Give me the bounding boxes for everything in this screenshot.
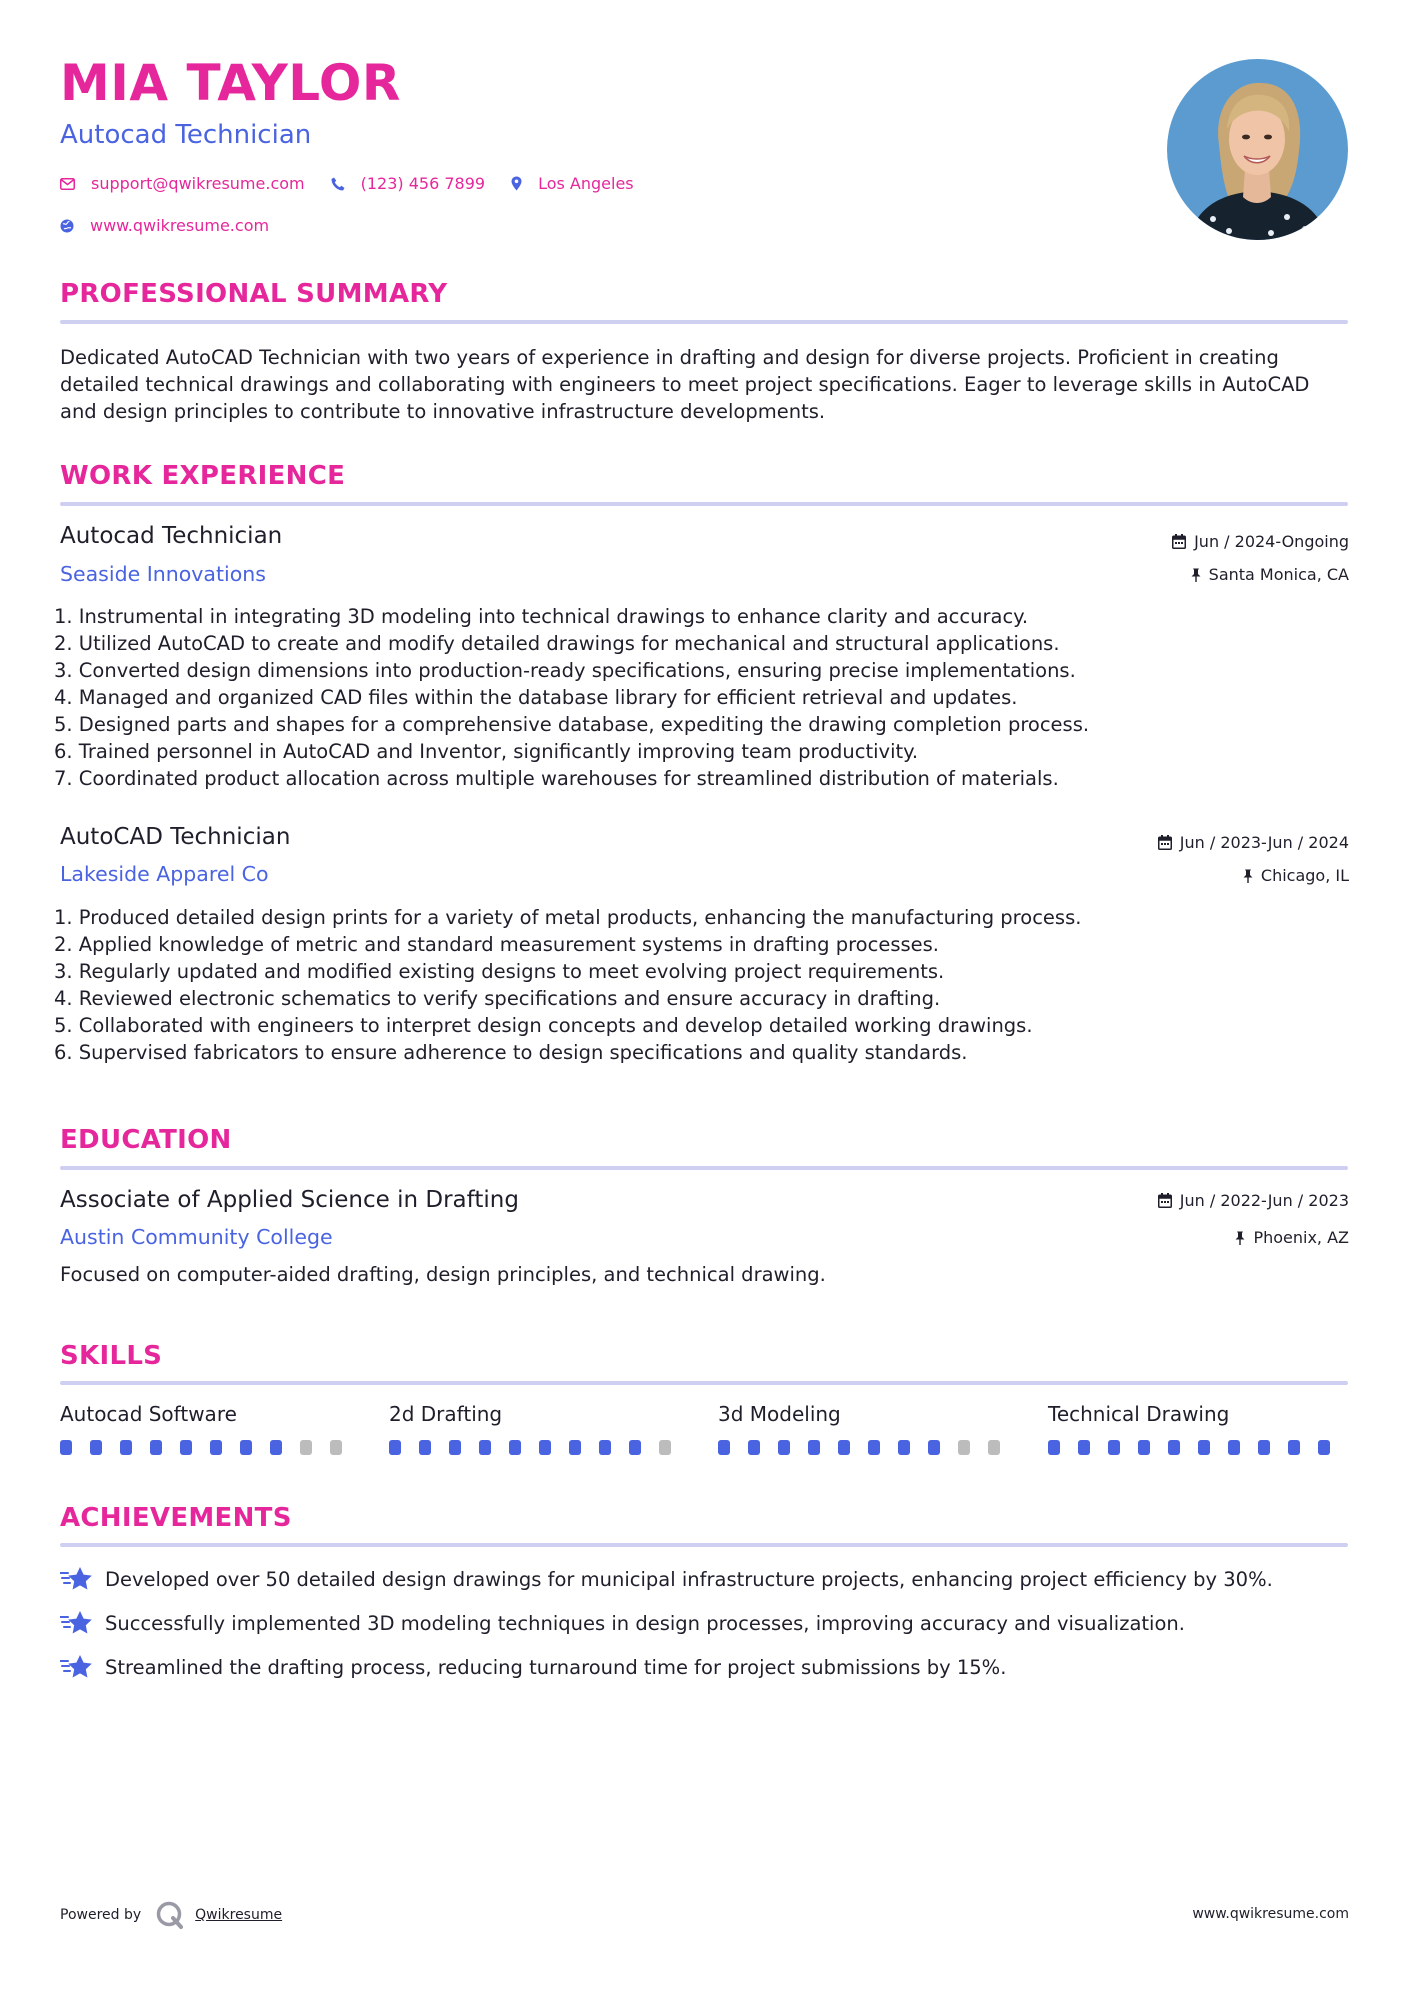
- skills-heading: SKILLS: [60, 1341, 163, 1371]
- achievements-heading: ACHIEVEMENTS: [60, 1503, 292, 1533]
- experience-heading: WORK EXPERIENCE: [60, 461, 346, 491]
- skill-dot-filled: [838, 1440, 850, 1455]
- dates-text: Jun / 2023-Jun / 2024: [1179, 833, 1349, 852]
- skill-name: Autocad Software: [60, 1402, 237, 1426]
- skill-dot-filled: [928, 1440, 940, 1455]
- email-text: support@qwikresume.com: [91, 174, 305, 193]
- skill-dot-filled: [748, 1440, 760, 1455]
- job-dates: [1158, 833, 1349, 852]
- skill-dot-filled: [808, 1440, 820, 1455]
- job-dates: [1172, 532, 1349, 551]
- location-text: Santa Monica, CA: [1208, 565, 1349, 584]
- skill-dot-filled: [1048, 1440, 1060, 1455]
- section-divider: [60, 1381, 1348, 1385]
- candidate-name: MIA TAYLOR: [60, 54, 401, 112]
- achievement-text: Developed over 50 detailed design drawings for municipal infrastructure projects, enhancing project efficiency by 30%.: [105, 1567, 1273, 1591]
- list-item: 1. Instrumental in integrating 3D modeling into technical drawings to enhance clarity and accuracy.: [54, 605, 1029, 628]
- website-text: www.qwikresume.com: [90, 216, 270, 235]
- globe-icon: [60, 219, 74, 233]
- skill-dot-filled: [569, 1440, 581, 1455]
- skill-item: [718, 1402, 1018, 1455]
- skill-dot-filled: [389, 1440, 401, 1455]
- skill-dot-filled: [599, 1440, 611, 1455]
- achievement-item: [60, 1566, 1273, 1592]
- skill-dot-filled: [120, 1440, 132, 1455]
- achievement-text: Successfully implemented 3D modeling techniques in design processes, improving accuracy and visualization.: [105, 1611, 1185, 1635]
- skill-dot-filled: [1138, 1440, 1150, 1455]
- skill-dot-filled: [1078, 1440, 1090, 1455]
- section-divider: [60, 320, 1348, 324]
- company-name: Seaside Innovations: [60, 562, 266, 586]
- skill-rating: [389, 1440, 689, 1455]
- skill-name: 2d Drafting: [389, 1402, 503, 1426]
- skill-dot-filled: [718, 1440, 730, 1455]
- pushpin-icon: [1235, 1231, 1245, 1245]
- location-text: Chicago, IL: [1260, 866, 1349, 885]
- degree-title: Associate of Applied Science in Drafting: [60, 1187, 519, 1213]
- profile-photo: [1167, 59, 1348, 240]
- calendar-icon: [1158, 835, 1172, 850]
- contact-row: [60, 174, 660, 193]
- skill-name: 3d Modeling: [718, 1402, 841, 1426]
- skill-dot-empty: [988, 1440, 1000, 1455]
- job-location: [1243, 866, 1349, 885]
- contact-location: [511, 174, 634, 193]
- skill-item: [389, 1402, 689, 1455]
- skill-rating: [718, 1440, 1018, 1455]
- skill-dot-filled: [509, 1440, 521, 1455]
- qwikresume-logo-icon: [155, 1900, 185, 1930]
- list-item: 1. Produced detailed design prints for a variety of metal products, enhancing the manufacturing process.: [54, 906, 1082, 929]
- skill-dot-filled: [240, 1440, 252, 1455]
- phone-text: (123) 456 7899: [360, 174, 486, 193]
- brand-link[interactable]: Qwikresume: [195, 1907, 283, 1923]
- skill-name: Technical Drawing: [1048, 1402, 1230, 1426]
- skill-dot-filled: [270, 1440, 282, 1455]
- skill-dot-filled: [449, 1440, 461, 1455]
- list-item: 6. Supervised fabricators to ensure adherence to design specifications and quality standards.: [54, 1041, 968, 1064]
- list-item: 4. Reviewed electronic schematics to verify specifications and ensure accuracy in drafting.: [54, 987, 941, 1010]
- pushpin-icon: [1243, 869, 1253, 883]
- list-item: 2. Utilized AutoCAD to create and modify detailed drawings for mechanical and structural applications.: [54, 632, 1060, 655]
- footer-website[interactable]: www.qwikresume.com: [1192, 1906, 1349, 1922]
- job-title: AutoCAD Technician: [60, 824, 291, 850]
- skill-dot-filled: [868, 1440, 880, 1455]
- star-icon: [60, 1654, 93, 1680]
- skill-dot-filled: [629, 1440, 641, 1455]
- list-item: 6. Trained personnel in AutoCAD and Inventor, significantly improving team productivity.: [54, 740, 919, 763]
- school-name: Austin Community College: [60, 1225, 333, 1249]
- skill-dot-empty: [300, 1440, 312, 1455]
- skill-rating: [1048, 1440, 1348, 1455]
- dates-text: Jun / 2024-Ongoing: [1194, 532, 1349, 551]
- skill-dot-empty: [958, 1440, 970, 1455]
- skill-dot-empty: [659, 1440, 671, 1455]
- skill-dot-filled: [180, 1440, 192, 1455]
- section-divider: [60, 1543, 1348, 1547]
- envelope-icon: [60, 178, 75, 190]
- summary-heading: PROFESSIONAL SUMMARY: [60, 279, 448, 309]
- summary-text: Dedicated AutoCAD Technician with two years of experience in drafting and design for diverse projects. Proficient in creating detailed technical drawings and collaborating with engineers to meet project specifications. Eager to leverage skills in AutoCAD and design principles to contribute to innovative infrastructure developments.: [60, 346, 1310, 423]
- contact-website[interactable]: [60, 216, 269, 235]
- dates-text: Jun / 2022-Jun / 2023: [1179, 1191, 1349, 1210]
- skill-dot-filled: [419, 1440, 431, 1455]
- skill-dot-filled: [778, 1440, 790, 1455]
- skill-dot-filled: [479, 1440, 491, 1455]
- skill-dot-filled: [1168, 1440, 1180, 1455]
- star-icon: [60, 1566, 93, 1592]
- skill-dot-filled: [1108, 1440, 1120, 1455]
- achievement-item: [60, 1654, 1006, 1680]
- skill-dot-filled: [1318, 1440, 1330, 1455]
- job-bullets: [54, 603, 1344, 792]
- star-icon: [60, 1610, 93, 1636]
- list-item: 7. Coordinated product allocation across multiple warehouses for streamlined distribution of materials.: [54, 767, 1059, 790]
- skill-dot-filled: [90, 1440, 102, 1455]
- calendar-icon: [1172, 534, 1186, 549]
- list-item: 5. Designed parts and shapes for a comprehensive database, expediting the drawing completion process.: [54, 713, 1090, 736]
- skill-dot-filled: [210, 1440, 222, 1455]
- location-text: Los Angeles: [538, 174, 634, 193]
- skill-dot-filled: [60, 1440, 72, 1455]
- candidate-role: Autocad Technician: [60, 120, 312, 150]
- company-name: Lakeside Apparel Co: [60, 862, 269, 886]
- skill-dot-filled: [1258, 1440, 1270, 1455]
- map-pin-icon: [511, 176, 522, 191]
- education-location: [1235, 1228, 1349, 1247]
- phone-icon: [331, 177, 345, 191]
- section-divider: [60, 502, 1348, 506]
- skill-dot-filled: [150, 1440, 162, 1455]
- education-dates: [1158, 1191, 1349, 1210]
- education-description: Focused on computer-aided drafting, design principles, and technical drawing.: [60, 1263, 826, 1286]
- list-item: 2. Applied knowledge of metric and standard measurement systems in drafting processes.: [54, 933, 939, 956]
- list-item: 5. Collaborated with engineers to interpret design concepts and develop detailed working drawings.: [54, 1014, 1033, 1037]
- section-divider: [60, 1166, 1348, 1170]
- skill-dot-filled: [1288, 1440, 1300, 1455]
- contact-row-web: [60, 216, 295, 235]
- skill-rating: [60, 1440, 360, 1455]
- job-title: Autocad Technician: [60, 523, 283, 549]
- pushpin-icon: [1191, 568, 1201, 582]
- education-heading: EDUCATION: [60, 1125, 232, 1155]
- calendar-icon: [1158, 1193, 1172, 1208]
- contact-phone[interactable]: [331, 174, 485, 193]
- list-item: 4. Managed and organized CAD files within the database library for efficient retrieval and updates.: [54, 686, 1018, 709]
- skill-dot-filled: [539, 1440, 551, 1455]
- skill-item: [60, 1402, 360, 1455]
- skill-dot-filled: [1228, 1440, 1240, 1455]
- skill-dot-filled: [1198, 1440, 1210, 1455]
- location-text: Phoenix, AZ: [1253, 1228, 1349, 1247]
- list-item: 3. Regularly updated and modified existing designs to meet evolving project requirements.: [54, 960, 945, 983]
- skill-dot-empty: [330, 1440, 342, 1455]
- achievement-text: Streamlined the drafting process, reducing turnaround time for project submissions by 15%.: [105, 1655, 1007, 1679]
- achievement-item: [60, 1610, 1185, 1636]
- skill-item: [1048, 1402, 1348, 1455]
- job-bullets: [54, 904, 1344, 1066]
- powered-by-label: Powered by: [60, 1907, 142, 1923]
- job-location: [1191, 565, 1349, 584]
- skill-dot-filled: [898, 1440, 910, 1455]
- list-item: 3. Converted design dimensions into production-ready specifications, ensuring precise implementations.: [54, 659, 1076, 682]
- contact-email[interactable]: [60, 174, 305, 193]
- footer-powered-by: [60, 1900, 282, 1930]
